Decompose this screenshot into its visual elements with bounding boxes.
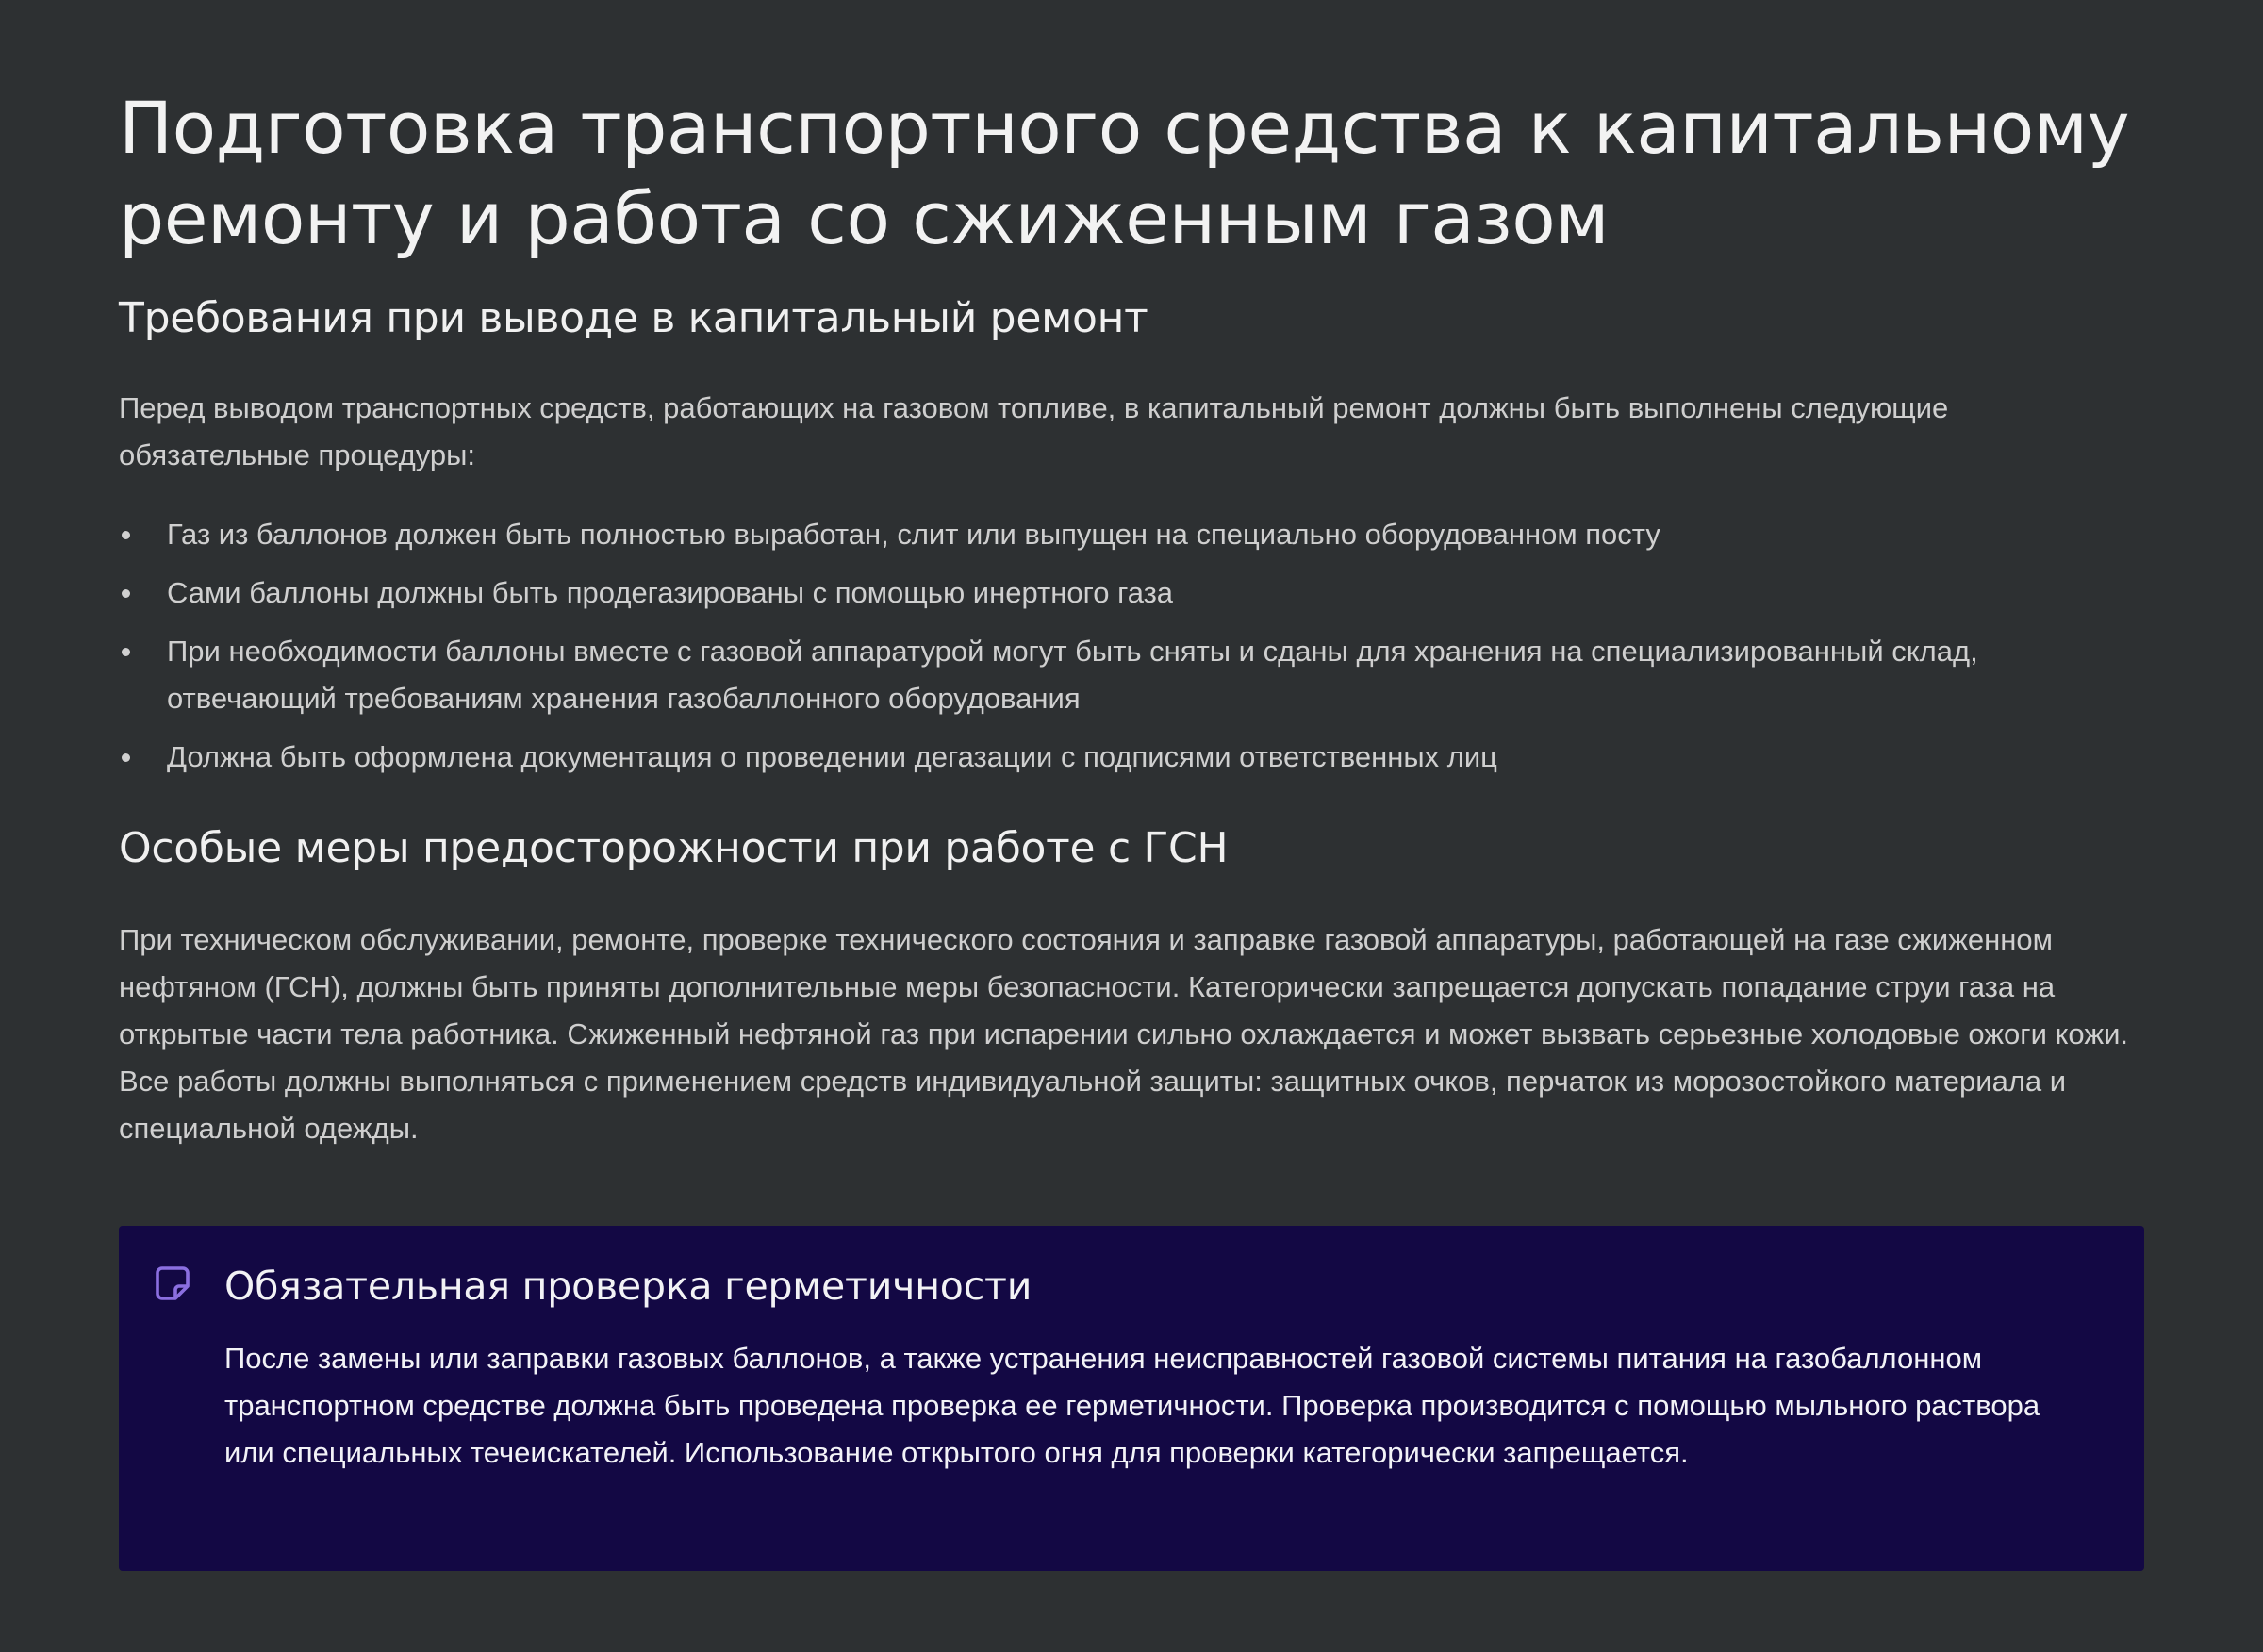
list-item-text: Сами баллоны должны быть продегазированы с помощью инертного газа <box>167 576 1174 609</box>
list-item-text: Должна быть оформлена документация о проведении дегазации с подписями ответственных лиц <box>167 740 1497 773</box>
section-intro-paragraph: Перед выводом транспортных средств, работающих на газовом топливе, в капитальный ремонт должны быть выполнены следующие обязательные процедуры: <box>119 391 1949 471</box>
callout-body: После замены или заправки газовых баллонов, а также устранения неисправностей газовой системы питания на газобаллонном транспортном средстве должна быть проведена проверка ее герметичности. Проверка производится с помощью мыльного раствора или специальных течеискателей. Использование открытого огня для проверки категорически запрещается. <box>224 1342 2040 1469</box>
list-item-text: Газ из баллонов должен быть полностью выработан, слит или выпущен на специально оборудованном посту <box>167 518 1660 551</box>
section-heading-lpg-precautions: Особые меры предосторожности при работе с ГСН <box>119 824 1229 872</box>
callout-title: Обязательная проверка герметичности <box>224 1264 1032 1309</box>
callout-note <box>119 1226 2144 1571</box>
list-item <box>119 628 2144 722</box>
list-item <box>119 734 2144 781</box>
lpg-precautions-paragraph: При техническом обслуживании, ремонте, проверке технического состояния и заправке газовой аппаратуры, работающей на газе сжиженном нефтяном (ГСН), должны быть приняты дополнительные меры безопасности. Категорически запрещается допускать попадание струи газа на открытые части тела работника. Сжиженный нефтяной газ при испарении сильно охлаждается и может вызвать серьезные холодовые ожоги кожи. Все работы должны выполняться с применением средств индивидуальной защиты: защитных очков, перчаток из морозостойкого материала и специальной одежды. <box>119 923 2128 1145</box>
section-heading-overhaul: Требования при выводе в капитальный ремонт <box>119 294 1148 342</box>
list-item <box>119 570 2144 617</box>
bullet-icon <box>122 753 130 762</box>
bullet-icon <box>122 589 130 598</box>
note-icon <box>155 1265 190 1301</box>
page-title: Подготовка транспортного средства к капитальному ремонту и работа со сжиженным газом <box>119 86 2130 260</box>
list-item-text: При необходимости баллоны вместе с газовой аппаратурой могут быть сняты и сданы для хранения на специализированный склад, отвечающий требованиям хранения газобаллонного оборудования <box>167 635 1978 715</box>
list-item <box>119 511 2144 558</box>
bullet-icon <box>122 648 130 656</box>
requirements-list <box>119 511 2144 781</box>
bullet-icon <box>122 531 130 539</box>
